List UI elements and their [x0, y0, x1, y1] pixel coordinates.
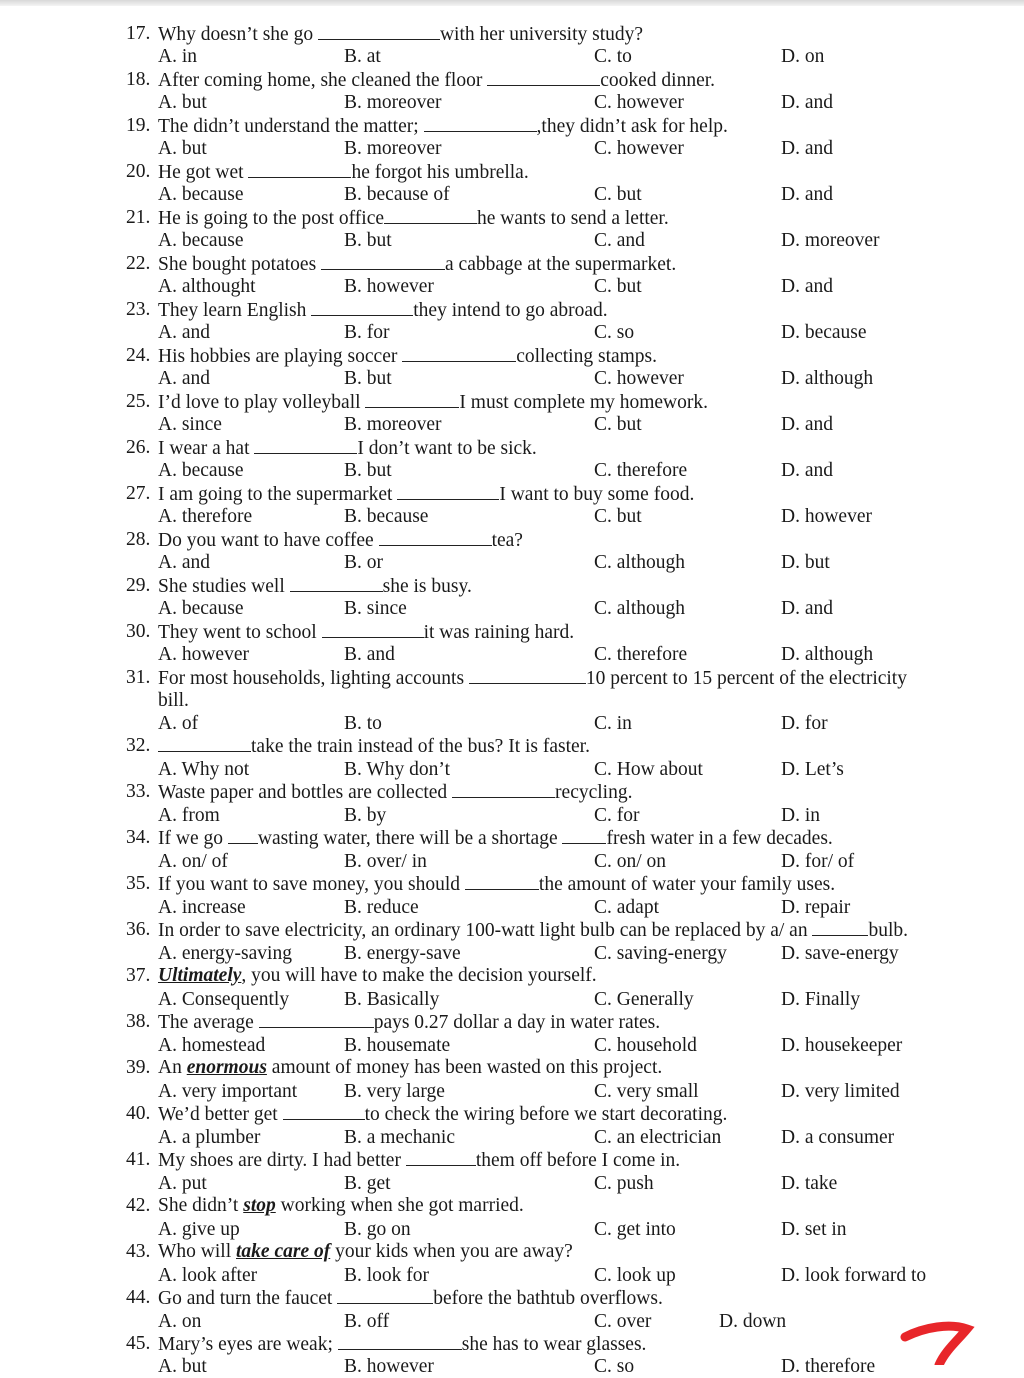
question-text-part: , you will have to make the decision yourself. — [241, 965, 597, 986]
question-text — [158, 114, 728, 138]
answer-option[interactable]: B. Why don’t — [344, 759, 450, 780]
question-text-part: He is going to the post office — [158, 208, 385, 229]
question-text — [158, 918, 908, 942]
answer-option[interactable]: B. however — [344, 1356, 434, 1377]
answer-blank[interactable] — [311, 298, 413, 316]
question-text — [158, 1010, 660, 1034]
question-text-part: a cabbage at the supermarket. — [445, 254, 677, 275]
answer-option[interactable]: D. a consumer — [781, 1127, 895, 1148]
answer-option[interactable]: A. on/ of — [158, 851, 228, 872]
question-number: 34. — [126, 827, 151, 848]
answer-option[interactable]: C. so — [594, 1356, 635, 1377]
question-text — [158, 252, 676, 276]
question-text — [158, 964, 597, 987]
question-number: 33. — [126, 781, 151, 802]
answer-blank[interactable] — [248, 160, 351, 178]
question-text — [158, 1194, 524, 1217]
answer-option[interactable]: A. and — [158, 552, 210, 573]
question-text-part: After coming home, she cleaned the floor — [158, 70, 488, 91]
question-text-part: For most households, lighting accounts — [158, 668, 469, 689]
answer-option[interactable]: A. althought — [158, 276, 256, 297]
answer-option[interactable]: A. Why not — [158, 759, 250, 780]
question-text-part: My shoes are dirty. I had better — [158, 1150, 406, 1171]
answer-option[interactable]: D. because — [781, 322, 867, 343]
answer-blank[interactable] — [452, 780, 555, 798]
answer-option[interactable]: D. and — [781, 138, 833, 159]
answer-option[interactable]: A. and — [158, 368, 210, 389]
question-number: 44. — [126, 1287, 151, 1308]
answer-option[interactable]: A. homestead — [158, 1035, 266, 1056]
question-number: 22. — [126, 253, 151, 274]
answer-option[interactable]: D. set in — [781, 1219, 847, 1240]
question-text-part: An — [158, 1057, 187, 1078]
answer-option[interactable]: D. and — [781, 92, 833, 113]
question-text-part: amount of money has been wasted on this project. — [266, 1057, 663, 1078]
question-text-part: I want to buy some food. — [499, 484, 695, 505]
question-number: 40. — [126, 1103, 151, 1124]
answer-option[interactable]: C. How about — [594, 759, 703, 780]
question-text-part: We’d better get — [158, 1104, 283, 1125]
answer-option[interactable]: C. push — [594, 1173, 654, 1194]
answer-option[interactable]: B. but — [344, 460, 392, 481]
question-text — [158, 1332, 646, 1356]
answer-option[interactable]: C. on/ on — [594, 851, 667, 872]
answer-option[interactable]: A. in — [158, 46, 197, 67]
answer-option[interactable]: B. or — [344, 552, 383, 573]
question-text-part: he forgot his umbrella. — [351, 162, 529, 183]
answer-blank[interactable] — [259, 1010, 374, 1028]
question-text-part: She didn’t — [158, 1195, 244, 1216]
underlined-keyword: take care of — [236, 1241, 331, 1262]
question-text — [158, 68, 715, 92]
answer-option[interactable]: B. go on — [344, 1219, 411, 1240]
question-text-part: Mary’s eyes are weak; — [158, 1334, 338, 1355]
question-number: 32. — [126, 735, 151, 756]
answer-blank[interactable] — [321, 252, 445, 270]
answer-option[interactable]: D. although — [781, 644, 874, 665]
answer-option[interactable]: B. and — [344, 644, 395, 665]
question-number: 26. — [126, 437, 151, 458]
question-number: 17. — [126, 23, 151, 44]
answer-option[interactable]: B. moreover — [344, 92, 442, 113]
answer-option[interactable]: B. off — [344, 1311, 390, 1332]
question-text — [158, 734, 590, 758]
question-text-part: bulb. — [868, 920, 908, 941]
answer-option[interactable]: A. therefore — [158, 506, 253, 527]
red-pen-mark — [895, 1315, 975, 1365]
answer-option[interactable]: C. but — [594, 414, 642, 435]
question-text — [158, 206, 669, 230]
question-text-part: pays 0.27 dollar a day in water rates. — [373, 1012, 661, 1033]
answer-option[interactable]: D. and — [781, 184, 833, 205]
answer-option[interactable]: D. look forward to — [781, 1265, 927, 1286]
question-number: 27. — [126, 483, 151, 504]
question-number: 36. — [126, 919, 151, 940]
underlined-keyword: Ultimately — [158, 965, 242, 986]
question-text-part: His hobbies are playing soccer — [158, 346, 403, 367]
answer-option[interactable]: B. over/ in — [344, 851, 427, 872]
question-text-part: she has to wear glasses. — [461, 1334, 647, 1355]
question-text-part: bill. — [158, 690, 189, 711]
answer-option[interactable]: A. energy-saving — [158, 943, 292, 964]
answer-option[interactable]: C. very small — [594, 1081, 699, 1102]
question-text-part: 10 percent to 15 percent of the electricity — [585, 668, 907, 689]
question-text — [158, 1148, 680, 1172]
question-text-part: Go and turn the faucet — [158, 1288, 338, 1309]
question-text-part: it was raining hard. — [423, 622, 575, 643]
question-number: 29. — [126, 575, 151, 596]
question-text-part: If you want to save money, you should — [158, 874, 465, 895]
question-text-part: with her university study? — [439, 24, 644, 45]
answer-blank[interactable] — [384, 206, 477, 224]
answer-option[interactable]: C. but — [594, 276, 642, 297]
answer-option[interactable]: D. Let’s — [781, 759, 844, 780]
question-text — [158, 344, 657, 368]
question-text-part: Do you want to have coffee — [158, 530, 379, 551]
question-text — [158, 620, 574, 644]
question-text-part: collecting stamps. — [516, 346, 658, 367]
question-text — [158, 160, 529, 184]
answer-option[interactable]: A. put — [158, 1173, 207, 1194]
answer-option[interactable]: A. Consequently — [158, 989, 290, 1010]
question-text-part: before the bathtub overflows. — [433, 1288, 663, 1309]
answer-option[interactable]: C. look up — [594, 1265, 676, 1286]
question-number: 43. — [126, 1241, 151, 1262]
answer-option[interactable]: B. get — [344, 1173, 391, 1194]
question-number: 23. — [126, 299, 151, 320]
answer-option[interactable]: C. adapt — [594, 897, 659, 918]
answer-blank[interactable] — [228, 826, 258, 844]
answer-option[interactable]: B. look for — [344, 1265, 430, 1286]
question-text-part: She studies well — [158, 576, 290, 597]
answer-option[interactable]: B. since — [344, 598, 407, 619]
question-text — [158, 872, 835, 896]
question-text-part: Who will — [158, 1241, 236, 1262]
answer-blank[interactable] — [158, 734, 251, 752]
question-number: 24. — [126, 345, 151, 366]
question-text-part: take the train instead of the bus? It is faster. — [251, 736, 590, 757]
question-text-part: Why doesn’t she go — [158, 24, 318, 45]
question-text-part: He got wet — [158, 162, 249, 183]
answer-option[interactable]: B. Basically — [344, 989, 440, 1010]
question-text — [158, 482, 694, 506]
answer-option[interactable]: B. but — [344, 368, 392, 389]
question-text — [158, 826, 833, 850]
answer-option[interactable]: B. housemate — [344, 1035, 451, 1056]
question-number: 18. — [126, 69, 151, 90]
question-text-part: they intend to go abroad. — [413, 300, 608, 321]
question-number: 20. — [126, 161, 151, 182]
answer-option[interactable]: D. very limited — [781, 1081, 900, 1102]
question-text-part: your kids when you are away? — [330, 1241, 573, 1262]
answer-option[interactable]: A. however — [158, 644, 249, 665]
answer-option[interactable]: B. reduce — [344, 897, 419, 918]
question-text-part: Waste paper and bottles are collected — [158, 782, 453, 803]
answer-option[interactable]: D. although — [781, 368, 874, 389]
answer-option[interactable]: D. down — [719, 1311, 787, 1332]
question-text-part: recycling. — [555, 782, 633, 803]
answer-option[interactable]: B. very large — [344, 1081, 445, 1102]
question-text — [158, 1056, 662, 1079]
answer-option[interactable]: C. but — [594, 506, 642, 527]
answer-option[interactable]: B. at — [344, 46, 381, 67]
answer-option[interactable]: D. take — [781, 1173, 838, 1194]
answer-option[interactable]: C. for — [594, 805, 640, 826]
answer-option[interactable]: A. but — [158, 138, 207, 159]
answer-option[interactable]: A. because — [158, 230, 244, 251]
answer-blank[interactable] — [465, 872, 539, 890]
question-text-part: The didn’t understand the matter; — [158, 116, 424, 137]
answer-option[interactable]: A. and — [158, 322, 210, 343]
answer-option[interactable]: B. because of — [344, 184, 450, 205]
question-number: 35. — [126, 873, 151, 894]
answer-option[interactable]: A. because — [158, 460, 244, 481]
question-text-part: I’d love to play volleyball — [158, 392, 366, 413]
question-text — [158, 1286, 663, 1310]
question-text-part: the amount of water your family uses. — [538, 874, 836, 895]
answer-blank[interactable] — [337, 1286, 433, 1304]
answer-option[interactable]: C. household — [594, 1035, 697, 1056]
answer-option[interactable]: D. for/ of — [781, 851, 855, 872]
answer-option[interactable]: A. increase — [158, 897, 246, 918]
question-text-part: I don’t want to be sick. — [357, 438, 537, 459]
answer-option[interactable]: C. although — [594, 552, 685, 573]
question-text — [158, 528, 523, 552]
answer-option[interactable]: A. but — [158, 1356, 207, 1377]
answer-option[interactable]: D. and — [781, 460, 833, 481]
answer-blank[interactable] — [283, 1102, 365, 1120]
question-number: 30. — [126, 621, 151, 642]
question-text-part: I am going to the supermarket — [158, 484, 398, 505]
answer-blank[interactable] — [290, 574, 383, 592]
answer-option[interactable]: C. get into — [594, 1219, 676, 1240]
question-text — [158, 22, 643, 46]
question-text-part: I must complete my homework. — [459, 392, 708, 413]
question-number: 41. — [126, 1149, 151, 1170]
answer-blank[interactable] — [402, 344, 516, 362]
underlined-keyword: stop — [243, 1195, 276, 1216]
answer-option[interactable]: D. however — [781, 506, 872, 527]
question-text-part: ,they didn’t ask for help. — [536, 116, 728, 137]
answer-option[interactable]: A. but — [158, 92, 207, 113]
answer-option[interactable]: A. because — [158, 598, 244, 619]
question-number: 28. — [126, 529, 151, 550]
question-text — [158, 780, 632, 804]
question-text-part: them off before I come in. — [475, 1150, 681, 1171]
answer-option[interactable]: D. moreover — [781, 230, 880, 251]
answer-option[interactable]: C. but — [594, 184, 642, 205]
answer-blank[interactable] — [406, 1148, 476, 1166]
answer-option[interactable]: B. but — [344, 230, 392, 251]
answer-blank[interactable] — [812, 918, 868, 936]
answer-option[interactable]: C. an electrician — [594, 1127, 722, 1148]
question-number: 37. — [126, 965, 151, 986]
question-text — [158, 1240, 573, 1263]
answer-option[interactable]: A. of — [158, 713, 199, 734]
question-text-part: to check the wiring before we start decorating. — [364, 1104, 728, 1125]
question-text-part: If we go — [158, 828, 228, 849]
answer-option[interactable]: A. on — [158, 1311, 202, 1332]
question-number: 25. — [126, 391, 151, 412]
question-number: 31. — [126, 667, 151, 688]
question-text-part: she is busy. — [382, 576, 472, 597]
answer-option[interactable]: D. in — [781, 805, 820, 826]
question-number: 39. — [126, 1057, 151, 1078]
answer-blank[interactable] — [469, 666, 586, 684]
question-text-part: working when she got married. — [275, 1195, 524, 1216]
question-number: 19. — [126, 115, 151, 136]
answer-option[interactable]: D. therefore — [781, 1356, 876, 1377]
answer-option[interactable]: A. look after — [158, 1265, 258, 1286]
answer-blank[interactable] — [487, 68, 600, 86]
answer-blank[interactable] — [562, 826, 606, 844]
answer-blank[interactable] — [397, 482, 499, 500]
answer-option[interactable]: D. housekeeper — [781, 1035, 903, 1056]
question-text-part: They learn English — [158, 300, 312, 321]
answer-option[interactable]: B. a mechanic — [344, 1127, 455, 1148]
answer-blank[interactable] — [424, 114, 537, 132]
answer-option[interactable]: C. however — [594, 138, 684, 159]
question-text — [158, 390, 708, 414]
answer-blank[interactable] — [254, 436, 357, 454]
answer-option[interactable]: C. therefore — [594, 460, 688, 481]
question-text — [158, 574, 472, 598]
question-text-part: I wear a hat — [158, 438, 255, 459]
answer-option[interactable]: D. Finally — [781, 989, 861, 1010]
question-text — [158, 298, 608, 322]
answer-option[interactable]: D. repair — [781, 897, 851, 918]
question-number: 38. — [126, 1011, 151, 1032]
question-text-part: he wants to send a letter. — [477, 208, 669, 229]
question-text-part: fresh water in a few decades. — [606, 828, 833, 849]
answer-option[interactable]: D. and — [781, 414, 833, 435]
answer-option[interactable]: D. and — [781, 276, 833, 297]
answer-option[interactable]: C. to — [594, 46, 632, 67]
answer-option[interactable]: C. saving-energy — [594, 943, 727, 964]
question-number: 45. — [126, 1333, 151, 1354]
answer-option[interactable]: B. because — [344, 506, 429, 527]
answer-option[interactable]: D. for — [781, 713, 828, 734]
question-number: 21. — [126, 207, 151, 228]
question-number: 42. — [126, 1195, 151, 1216]
question-text-part: wasting water, there will be a shortage — [257, 828, 563, 849]
answer-option[interactable]: C. over — [594, 1311, 652, 1332]
question-text-part: tea? — [491, 530, 523, 551]
answer-blank[interactable] — [322, 620, 424, 638]
answer-option[interactable]: C. however — [594, 368, 684, 389]
answer-option[interactable]: C. therefore — [594, 644, 688, 665]
answer-option[interactable]: B. for — [344, 322, 390, 343]
answer-option[interactable]: A. give up — [158, 1219, 240, 1240]
answer-option[interactable]: D. save-energy — [781, 943, 899, 964]
answer-option[interactable]: A. from — [158, 805, 220, 826]
answer-option[interactable]: C. so — [594, 322, 635, 343]
answer-option[interactable]: A. since — [158, 414, 222, 435]
answer-blank[interactable] — [379, 528, 492, 546]
question-text-part: cooked dinner. — [600, 70, 716, 91]
question-text — [158, 1102, 727, 1126]
answer-option[interactable]: B. to — [344, 713, 382, 734]
answer-option[interactable]: D. but — [781, 552, 830, 573]
question-text-part: They went to school — [158, 622, 322, 643]
question-text-part: The average — [158, 1012, 259, 1033]
answer-blank[interactable] — [318, 22, 440, 40]
answer-option[interactable]: B. moreover — [344, 414, 442, 435]
answer-option[interactable]: B. however — [344, 276, 434, 297]
answer-option[interactable]: C. in — [594, 713, 632, 734]
answer-blank[interactable] — [338, 1332, 462, 1350]
underlined-keyword: enormous — [186, 1057, 267, 1078]
answer-option[interactable]: A. because — [158, 184, 244, 205]
answer-option[interactable]: B. moreover — [344, 138, 442, 159]
answer-option[interactable]: A. a plumber — [158, 1127, 261, 1148]
answer-option[interactable]: C. however — [594, 92, 684, 113]
question-text — [158, 436, 537, 460]
answer-option[interactable]: A. very important — [158, 1081, 298, 1102]
answer-option[interactable]: B. energy-save — [344, 943, 461, 964]
answer-blank[interactable] — [365, 390, 459, 408]
answer-option[interactable]: C. Generally — [594, 989, 694, 1010]
answer-option[interactable]: B. by — [344, 805, 387, 826]
question-text-part: In order to save electricity, an ordinary 100-watt light bulb can be replaced by a/ an — [158, 920, 813, 941]
question-text-part: She bought potatoes — [158, 254, 322, 275]
answer-option[interactable]: C. although — [594, 598, 685, 619]
answer-option[interactable]: D. on — [781, 46, 825, 67]
answer-option[interactable]: C. and — [594, 230, 645, 251]
answer-option[interactable]: D. and — [781, 598, 833, 619]
question-text — [158, 666, 907, 690]
